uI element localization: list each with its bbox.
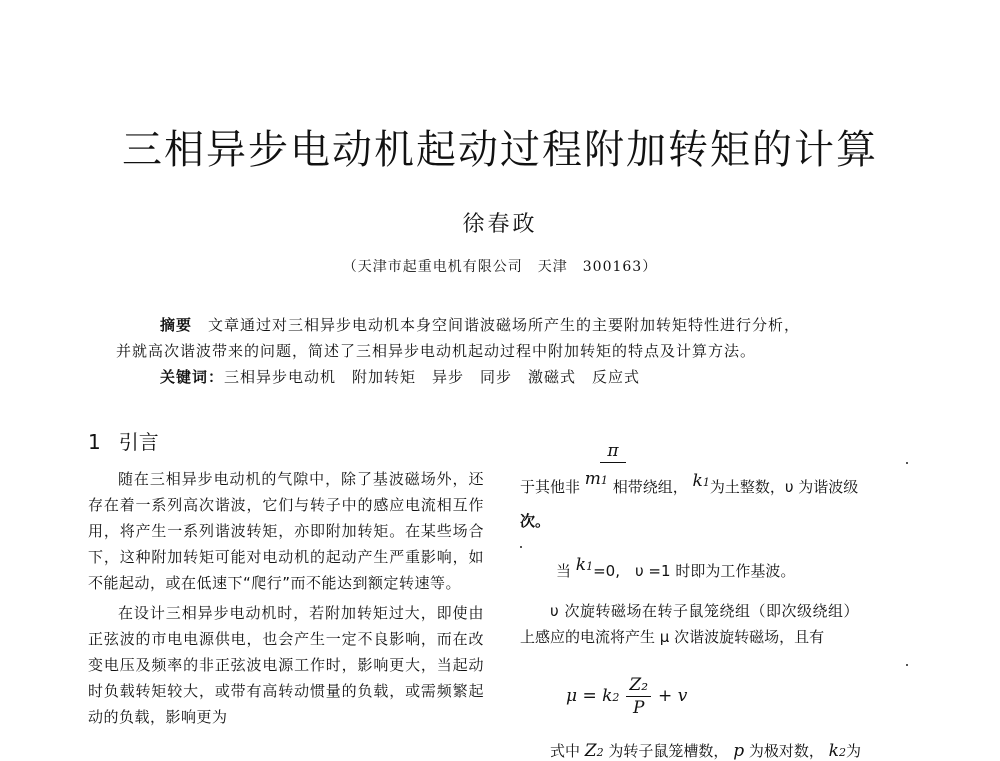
section-heading [88,426,159,455]
abstract-text-1: 文章通过对三相异步电动机本身空间谐波磁场所产生的主要附加转矩特性进行分析， [208,316,801,334]
paragraph-1: 随在三相异步电动机的气隙中，除了基波磁场外，还存在着一系列高次谐波，它们与转子中的感应电流相互作用，将产生一系列谐波转矩，亦即附加转矩。在某些场合下，这种附加转矩可能对电动机的起动产生严重影响，如不能起动，或在低速下“爬行”而不能达到额定转速等。 [88,470,484,592]
line6-end: 为 [845,742,861,760]
scan-speck [520,546,522,548]
k-var: k [692,471,703,491]
eq-fraction [626,674,651,719]
right-line-3-post: =0, υ =1 时即为工作基波。 [593,562,796,580]
right-line-2: 次。 [520,512,551,530]
author-name: 徐春政 [462,212,538,237]
abstract-line-2: 并就高次谐波带来的问题，简述了三相异步电动机起动过程中附加转矩的特点及计算方法。 [116,342,757,360]
line6-k: k2 [828,741,846,761]
eq-k-sub: 2 [612,691,620,704]
m-var: m [584,469,601,489]
m-sub: 1 [600,474,608,487]
line6-pre: 式中 [550,742,581,760]
pi-fraction-numerator: π [600,440,626,463]
eq-lhs: μ = k2 [566,686,620,706]
right-line-4: υ 次旋转磁场在转子鼠笼绕组（即次级绕组） [550,602,859,620]
paragraph-2: 在设计三相异步电动机时，若附加转矩过大，即使由正弦波的市电电源供电，也会产生一定不良影响，而在改变电压及频率的非正弦波电源工作时，影响更大，当起动时负载转矩较大，或带有高转动惯量的负载，或需频繁起动的负载，影响更为 [88,604,484,726]
k-sub: 1 [702,476,710,489]
abstract-line-1 [116,312,896,338]
right-line-3 [556,555,796,581]
line6-p: p [733,741,745,761]
keywords-line [116,364,896,390]
right-line-6 [550,740,861,761]
section-number: 1 [88,430,101,454]
scan-speck [906,664,908,666]
k1-symbol [693,471,710,491]
eq-rhs: + v [658,686,688,706]
abstract-label: 摘要 [160,316,193,334]
left-column [88,466,484,734]
right-line-1 [520,469,940,497]
right-line-5: 上感应的电流将产生 μ 次谐波旋转磁场，且有 [520,628,825,646]
k1-symbol-2: k1 [575,555,594,575]
m1-symbol [585,469,608,489]
line6-p-text: 为极对数， [748,742,824,760]
right-line-1-post: 为土整数，υ 为谐波级 [709,478,859,496]
line6-mid: 为转子鼠笼槽数， [608,742,729,760]
affiliation: （天津市起重电机有限公司 天津 300163） [342,259,658,275]
keywords-label: 关键词： [160,368,225,386]
section-title: 引言 [118,430,159,454]
keywords-text: 三相异步电动机 附加转矩 异步 同步 激磁式 反应式 [224,368,641,386]
equation-mu [566,672,687,720]
scan-speck [906,462,908,464]
eq-denominator: P [633,697,645,718]
right-line-3-pre: 当 [556,562,572,580]
line6-z: Z2 [584,741,604,761]
paper-title: 三相异步电动机起动过程附加转矩的计算 [122,127,878,173]
abstract-block [116,312,896,390]
right-line-1-mid: 相带绕组， [612,478,688,496]
eq-numerator: Z₂ [626,674,651,697]
right-line-1-pre: 于其他非 [520,478,581,496]
